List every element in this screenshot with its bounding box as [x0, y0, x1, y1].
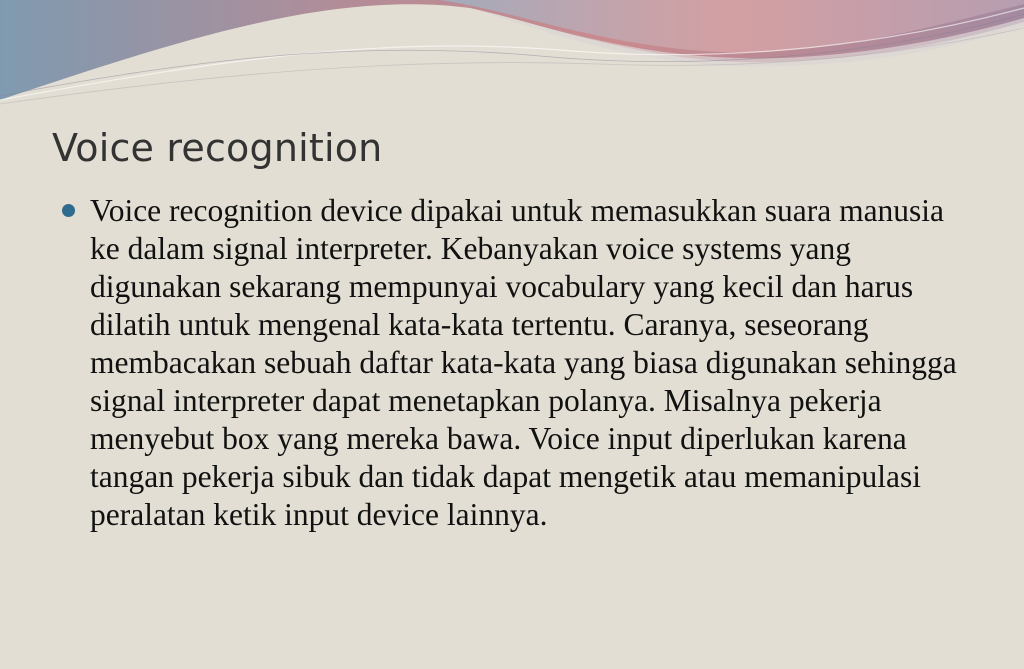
slide-title: Voice recognition: [52, 126, 383, 170]
bullet-dot-icon: [62, 204, 75, 217]
slide-body: [62, 192, 992, 534]
bullet-text: Voice recognition device dipakai untuk memasukkan suara manusia ke dalam signal interpreter. Kebanyakan voice systems yang digunakan sekarang mempunyai vocabulary yang kecil dan harus dilatih untuk mengenal kata-kata tertentu. Caranya, seseorang membacakan sebuah daftar kata-kata yang biasa digunakan sehingga signal interpreter dapat menetapkan polanya. Misalnya pekerja menyebut box yang mereka bawa. Voice input diperlukan karena tangan pekerja sibuk dan tidak dapat mengetik atau memanipulasi peralatan ketik input device lainnya.: [90, 193, 957, 532]
bullet-item: [62, 192, 992, 534]
header-wave-decoration: [0, 0, 1024, 110]
